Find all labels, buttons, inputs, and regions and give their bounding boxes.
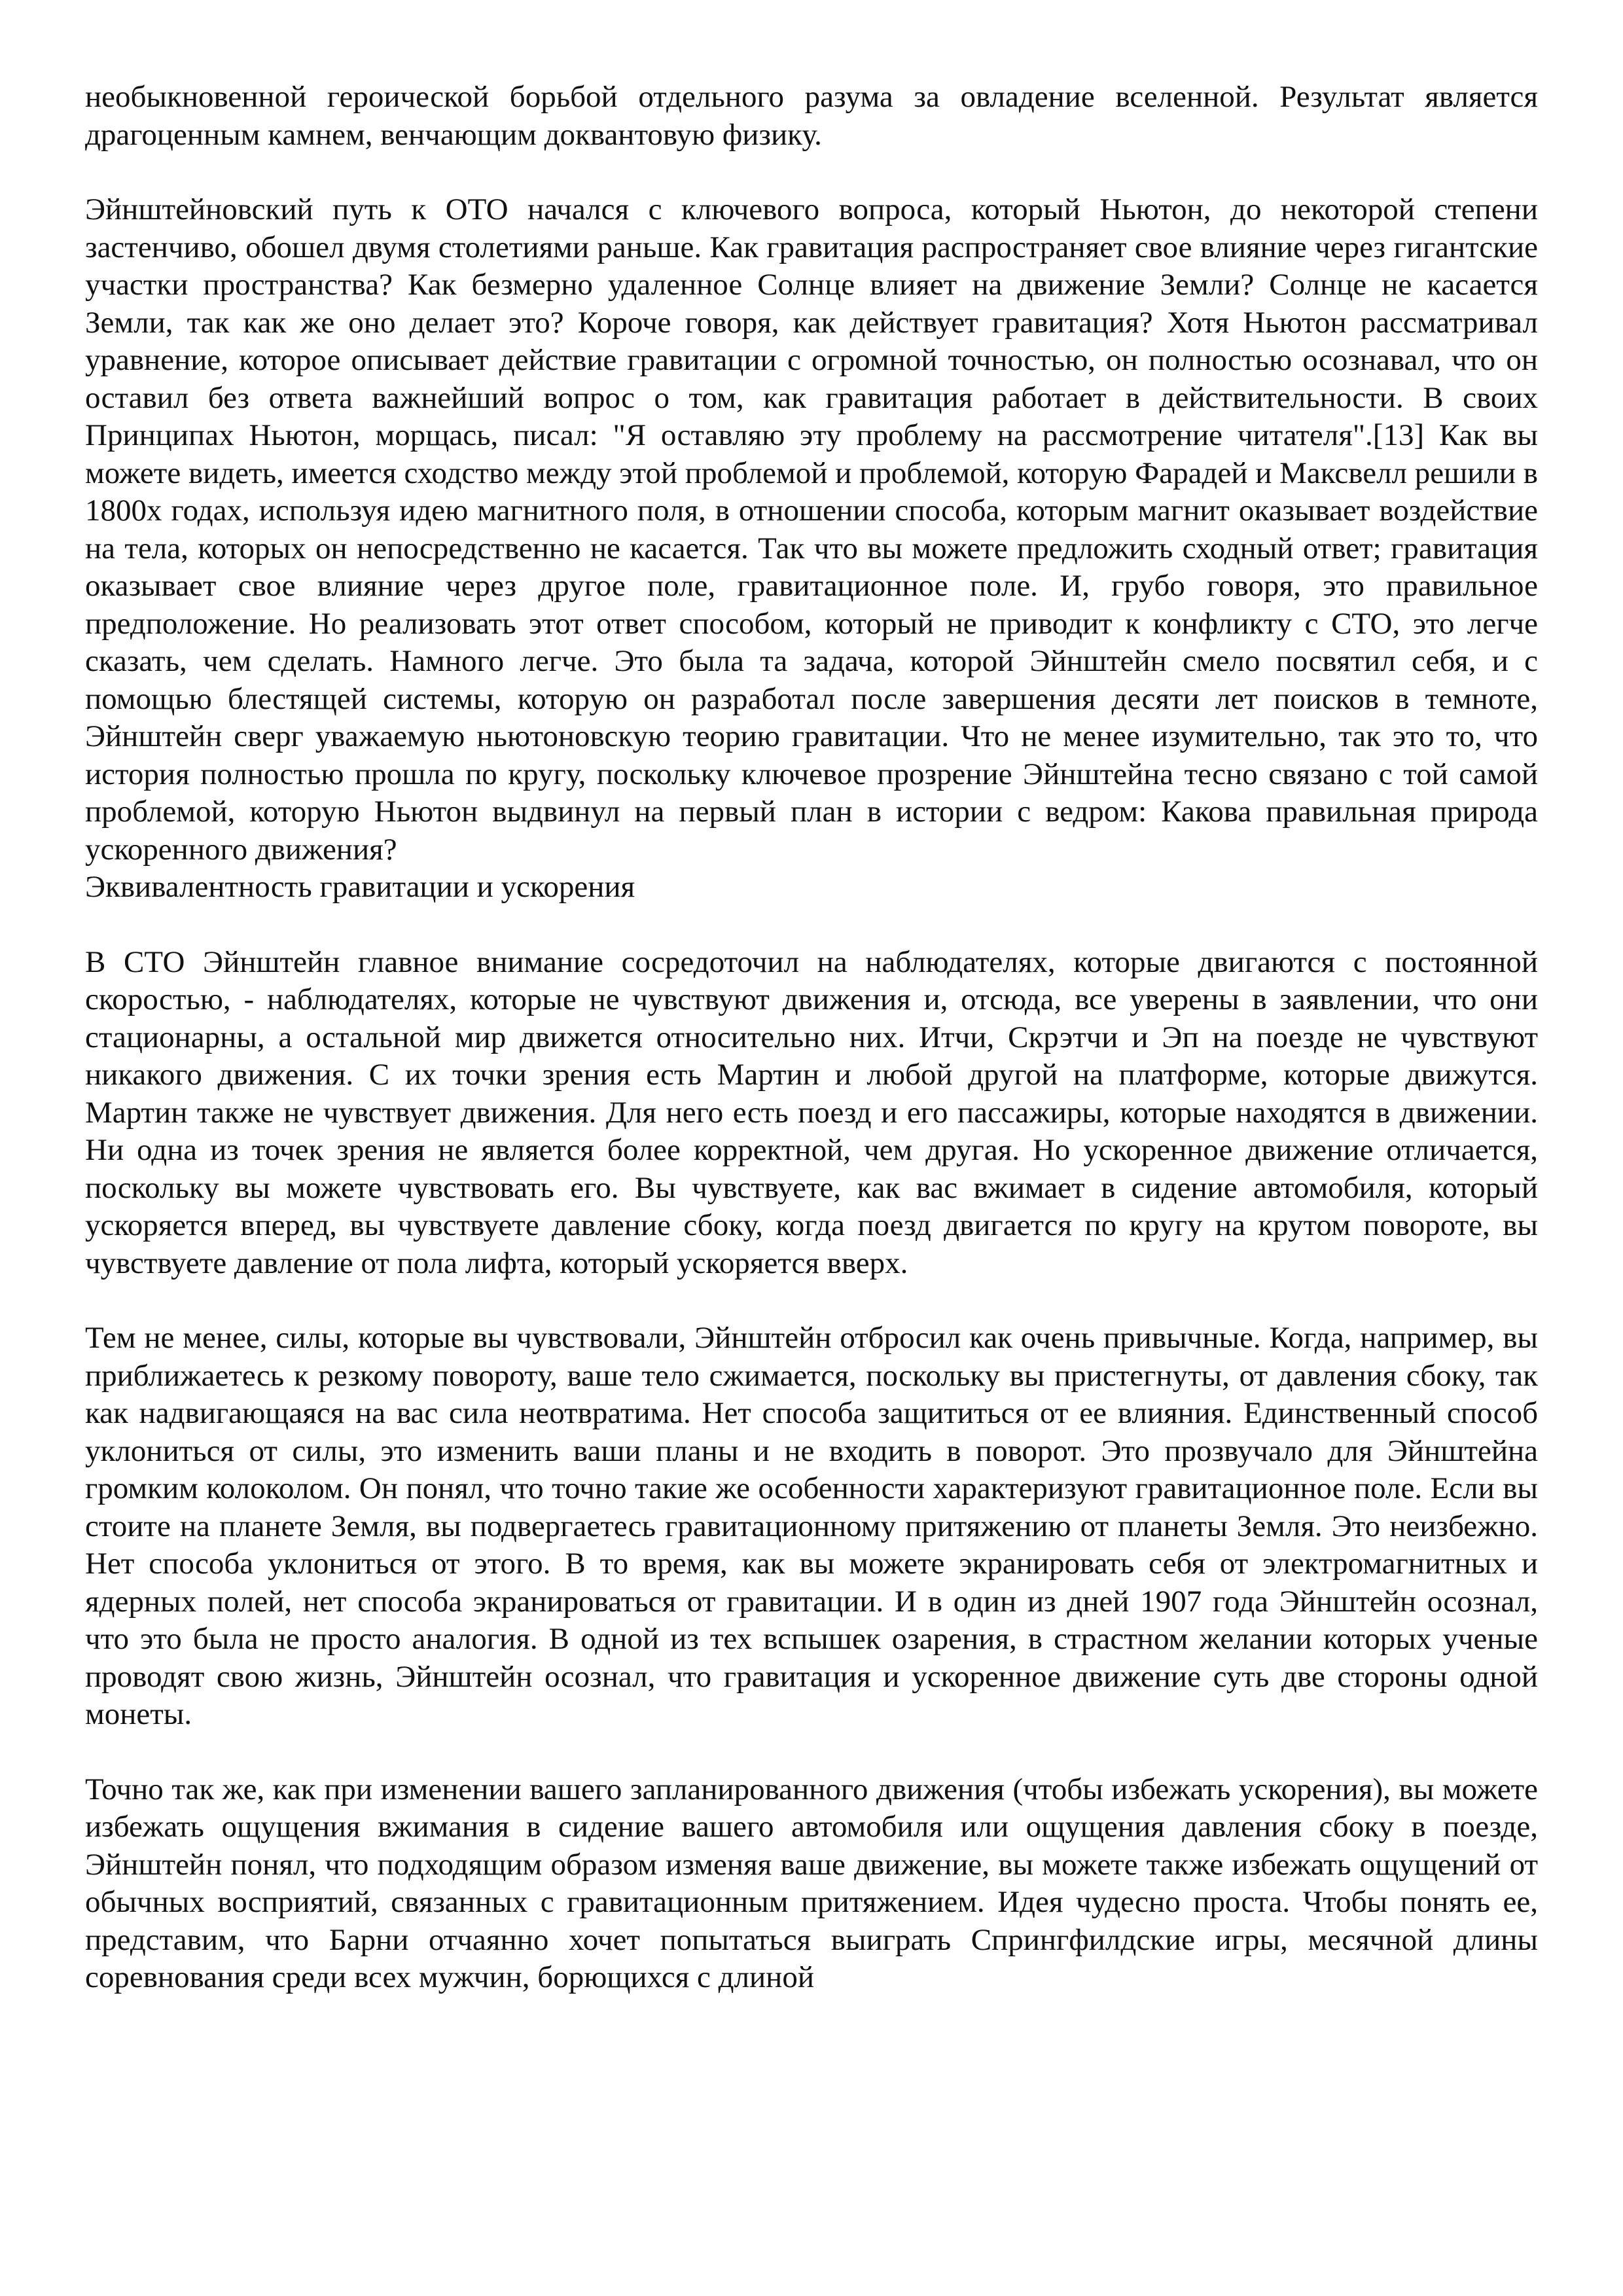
paragraph-forces: Тем не менее, силы, которые вы чувствовали, Эйнштейн отбросил как очень привычные. Когда, например, вы приближаетесь к резкому повороту, ваше тело сжимается, поскольку вы пристегнуты, от давления сбоку, так как надвигающаяся на вас сила неотвратима. Нет способа защититься от ее влияния. Единственный способ уклониться от силы, это изменить ваши планы и не входить в поворот. Это прозвучало для Эйнштейна громким колоколом. Он понял, что точно такие же особенности характеризуют гравитационное поле. Если вы стоите на планете Земля, вы подвергаетесь гравитационному притяжению от планеты Земля. Это неизбежно. Нет способа уклониться от этого. В то время, как вы можете экранировать себя от электромагнитных и ядерных полей, нет способа экранироваться от гравитации. И в один из дней 1907 года Эйнштейн осознал, что это была не просто аналогия. В одной из тех вспышек озарения, в страстном желании которых ученые проводят свою жизнь, Эйнштейн осознал, что гравитация и ускоренное движение суть две стороны одной монеты. [85, 1321, 1538, 1731]
paragraph-einstein-path: Эйнштейновский путь к ОТО начался с ключевого вопроса, который Ньютон, до некоторой степени застенчиво, обошел двумя столетиями раньше. Как гравитация распространяет свое влияние через гигантские участки пространства? Как безмерно удаленное Солнце влияет на движение Земли? Солнце не касается Земли, так как же оно делает это? Короче говоря, как действует гравитация? Хотя Ньютон рассматривал уравнение, которое описывает действие гравитации с огромной точностью, он полностью осознавал, что он оставил без ответа важнейший вопрос о том, как гравитация работает в действительности. В своих Принципах Ньютон, морщась, писал: "Я оставляю эту проблему на рассмотрение читателя".[13] Как вы можете видеть, имеется сходство между этой проблемой и проблемой, которую Фарадей и Максвелл решили в 1800х годах, используя идею магнитного поля, в отношении способа, которым магнит оказывает воздействие на тела, которых он непосредственно не касается. Так что вы можете предложить сходный ответ; гравитация оказывает свое влияние через другое поле, гравитационное поле. И, грубо говоря, это правильное предположение. Но реализовать этот ответ способом, который не приводит к конфликту с СТО, это легче сказать, чем сделать. Намного легче. Это была та задача, которой Эйнштейн смело посвятил себя, и с помощью блестящей системы, которую он разработал после завершения десяти лет поисков в темноте, Эйнштейн сверг уважаемую ньютоновскую теорию гравитации. Что не менее изумительно, так это то, что история полностью прошла по кругу, поскольку ключевое прозрение Эйнштейна тесно связано с той самой проблемой, которую Ньютон выдвинул на первый план в истории с ведром: Какова правильная природа ускоренного движения? [85, 192, 1538, 867]
section-heading: Эквивалентность гравитации и ускорения [85, 870, 635, 904]
paragraph-sto-observers: В СТО Эйнштейн главное внимание сосредоточил на наблюдателях, которые двигаются с постоянной скоростью, - наблюдателях, которые не чувствуют движения и, отсюда, все уверены в заявлении, что они стационарны, а остальной мир движется относительно них. Итчи, Скрэтчи и Эп на поезде не чувствуют никакого движения. С их точки зрения есть Мартин и любой другой на платформе, которые движутся. Мартин также не чувствует движения. Для него есть поезд и его пассажиры, которые находятся в движении. Ни одна из точек зрения не является более корректной, чем другая. Но ускоренное движение отличается, поскольку вы можете чувствовать его. Вы чувствуете, как вас вжимает в сидение автомобиля, который ускоряется вперед, вы чувствуете давление сбоку, когда поезд двигается по кругу на крутом повороте, вы чувствуете давление от пола лифта, который ускоряется вверх. [85, 944, 1538, 1280]
paragraph-barney: Точно так же, как при изменении вашего запланированного движения (чтобы избежать ускорения), вы можете избежать ощущения вжимания в сидение вашего автомобиля или ощущения давления сбоку в поезде, Эйнштейн понял, что подходящим образом изменяя ваше движение, вы можете также избежать ощущений от обычных восприятий, связанных с гравитационным притяжением. Идея чудесно проста. Чтобы понять ее, представим, что Барни отчаянно хочет попытаться выиграть Спрингфилдские игры, месячной длины соревнования среди всех мужчин, борющихся с длиной [85, 1772, 1538, 1994]
document-page [85, 79, 1538, 1997]
paragraph-intro-continuation: необыкновенной героической борьбой отдельного разума за овладение вселенной. Результат является драгоценным камнем, венчающим доквантовую физику. [85, 80, 1538, 152]
